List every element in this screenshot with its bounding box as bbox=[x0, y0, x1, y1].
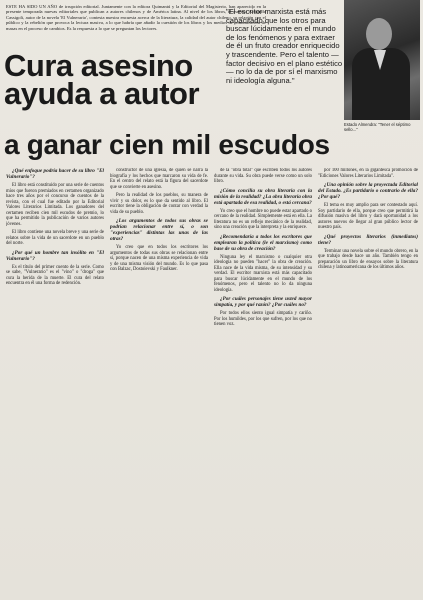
interview-question: ¿Qué enfoque podría hacer de su libro "El Vulnerario"? bbox=[6, 168, 104, 180]
intro-paragraph: ESTE HA SIDO UN AÑO de irrupción editorial. Juntamente con la editora Quimantú y la Editorial del Magisterio, han aparecido en la presente temporada nuevas editoriales que publican a autores chilenos y de América latina. Al nivel de los libros, el escritor Armando Cassigoli, autor de la novela 'El Vulnerario', contesta nuestra encuesta acerca de la literatura, la calidad del autor chileno, su relación con el público y la rebelión que provoca la lectura masiva, a lo que habría que añadir la cuestión de los libros y los medios de comunicación de masas en el proceso de cambios. Es la respuesta a lo que se preguntan los lectores. bbox=[6, 4, 266, 31]
interview-question: ¿Por cuáles personajes tiene usted mayor simpatía, y por qué razón? ¿Por cuáles no? bbox=[214, 296, 312, 308]
headline-line-2: ayuda a autor bbox=[4, 76, 200, 111]
body-paragraph: El libro contiene una novela breve y una serie de relatos sobre la vida de un sacerdote en un pueblo del norte. bbox=[6, 230, 104, 246]
interview-question: ¿Por qué un hombre tan insólito en "El Vulnerario"? bbox=[6, 249, 104, 262]
column-2 bbox=[110, 168, 208, 598]
body-paragraph: Terminar una novela sobre el mundo obrero, en la que trabajo desde hace un año. También tengo en preparación un libro de ensayos sobre la literatura chilena y latinoamericana de los últimos años. bbox=[318, 248, 418, 270]
column-1 bbox=[6, 168, 104, 598]
interview-question: ¿Cómo concilia su obra literaria con la misión de la realidad? ¿La obra literaria obra está apartada de esa realidad, o está cercana? bbox=[214, 187, 312, 206]
body-paragraph: El libro está constituido por una serie de cuentos míos que fueron premiados en certamen organizado hace tres años por el concurso de cuentos de la revista, con el cual fue editado por la Editorial Valores Literarios Limitada. Los ganadores del certamen reciben cien mil escudos de premio, lo que ha permitido la publicación de varios autores jóvenes. bbox=[6, 183, 104, 227]
body-paragraph: Pero la realidad de los pueblos, su manera de vivir y su dolor, es lo que da sentido al libro. El escritor tiene la obligación de contar con verdad la vida de su pueblo. bbox=[110, 193, 208, 215]
headline-line-1: Cura asesino bbox=[4, 48, 193, 83]
photo-caption: Estado Almendra: "Tener el séptimo sello..." bbox=[344, 122, 411, 132]
interview-question: ¿Qué proyectos literarios (inmediatos) tiene? bbox=[318, 233, 418, 246]
pull-quote: "El escritor marxista está más capacitado que los otros para buscar lúcidamente en el mundo de los fenómenos y para extraer de él un fruto creador enriquecido y trascendente. Pero el talento —factor decisivo en el plano estético— no lo da de por sí el marxismo ni ideología alguna." bbox=[226, 7, 343, 85]
photo-figure-face bbox=[366, 18, 392, 50]
author-photo bbox=[344, 0, 420, 120]
column-4 bbox=[318, 168, 418, 598]
interview-question: ¿Una opinión sobre la proyectada Editorial del Estado. ¿Es partidario o contrario de ella? ¿Por qué? bbox=[318, 182, 418, 200]
body-paragraph: constructor de una iglesia, de quien se narra la biografía y los hechos que marcaron su vida de fe. En el centro del relato está la figura del sacerdote que se convierte en asesino. bbox=[110, 168, 208, 190]
body-paragraph: El tema es muy amplio para ser contestado aquí. Soy partidario de ella, porque creo que permitirá la difusión masiva del libro y dará oportunidad a los autores nuevos de llegar al gran público lector de nuestro país. bbox=[318, 203, 418, 230]
body-paragraph: por 100 millones, en la gigantesca promoción de "Ediciones Valores Literarios Limitada". bbox=[318, 168, 418, 179]
body-paragraph: Ninguna ley el marxismo o cualquier otra ideología no pueden "hacer" la obra de creación. Ella nace de la vida misma, de su intensidad y su verdad. El escritor marxista está más capacitado para buscar lúcidamente en el mundo de los fenómenos, pero el talento no lo da ninguna ideología. bbox=[214, 254, 312, 293]
interview-question: ¿Recomendaría a todos los escritores que emplearan la política (le el marxismo) como base de su obra de creación? bbox=[214, 233, 312, 252]
column-3 bbox=[214, 168, 312, 598]
body-paragraph: Yo creo que en todos los escritores los argumentos de todas sus obras se relacionan entre sí, porque nacen de una misma experiencia de vida y de una misma visión del mundo. Es lo que pasa con Balzac, Dostoievski y Faulkner. bbox=[110, 245, 208, 272]
body-paragraph: de la "obra total" que escriben todos los autores durante su vida. Su obra puede verse como un solo libro. bbox=[214, 168, 312, 184]
body-paragraph: Por todos ellos siento igual simpatía y cariño. Por los humildes, por los que sufren, por los que no tienen voz. bbox=[214, 311, 312, 327]
main-title: a ganar cien mil escudos bbox=[4, 129, 330, 160]
body-paragraph: Es el título del primer cuento de la serie. Como se sabe, "Vulnerario" es el "vino" o "droga" que cura la herida de la muerte. El cura del relato encuentra en él una forma de redención. bbox=[6, 264, 104, 286]
body-paragraph: Yo creo que el hombre no puede estar apartado o cercano de la realidad. Simplemente está en ella. La literatura no es un reflejo mecánico de la realidad, sino una creación que la interpreta y la enriquece. bbox=[214, 208, 312, 230]
interview-question: ¿Los argumentos de todos sus obras se podrían relacionar entre sí, o son "experiencias" distintas las unas de las otras? bbox=[110, 218, 208, 242]
